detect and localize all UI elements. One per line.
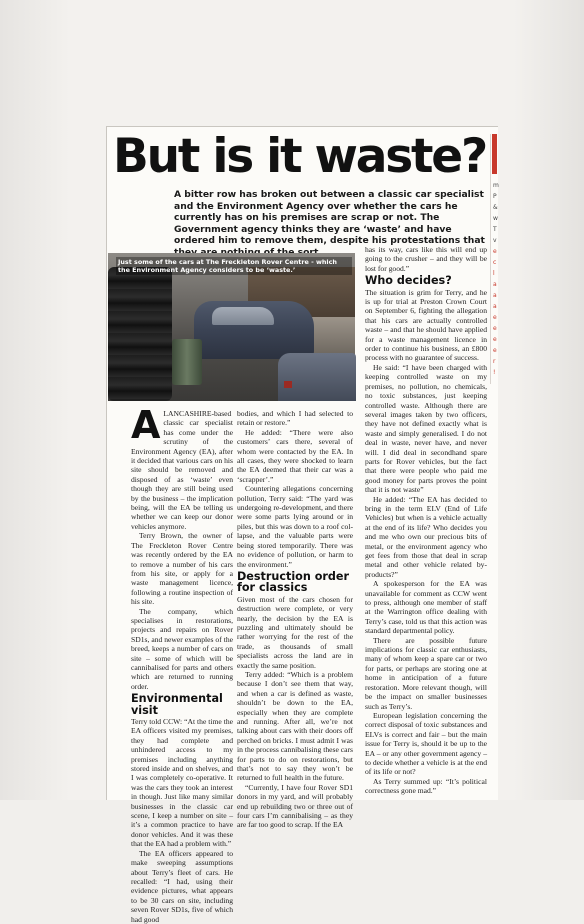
adjacent-page-letter: w: [493, 215, 498, 222]
drop-cap: A: [131, 403, 161, 447]
newspaper-page: [106, 126, 498, 924]
photo-taillight: [284, 381, 292, 388]
adjacent-page-letter: e: [493, 347, 497, 354]
adjacent-page-letter: &: [493, 204, 498, 211]
adjacent-page-letter: e: [493, 314, 497, 321]
adjacent-page-letter: e: [493, 248, 497, 255]
intro-paragraph: [131, 403, 233, 531]
paragraph: He added: “There were also customers’ cars there, several of whom were contacted by the EA. In all cases, they were shocked to learn the EA deemed that their car was a ‘scrapper’.”: [237, 427, 353, 484]
paragraph: He added: “The EA has decided to bring in the term ELV (End of Life Vehicles) but when is a vehicle actually at the end of its life? Who decides you and me who own our precious bits of metal, or the environment agency who get fees from those that deal in scrap metal and other vehicle related by-products?”: [365, 494, 487, 579]
paragraph: The situation is grim for Terry, and he is up for trial at Preston Crown Court on September 6, fighting the allegation that his cars are actually controlled waste – and that he should have applied for a waste management licence in order to continue his business, an £800 process with no guarantee of success.: [365, 287, 487, 363]
photo-caption: Just some of the cars at The Freckleton Rover Centre - which the Environment Agency considers to be ‘waste.’: [116, 257, 352, 275]
column-1: [131, 403, 233, 924]
photo-drum: [172, 339, 202, 385]
subheading-who-decides: Who decides?: [365, 274, 452, 288]
adjacent-page-letter: l: [493, 270, 495, 277]
adjacent-page-letter: a: [493, 292, 497, 299]
adjacent-page-letter: a: [493, 303, 497, 310]
article-photo: [108, 253, 355, 401]
standfirst: A bitter row has broken out between a classic car specialist and the Environment Agency over whether the cars he currently has on his premises are scrap or not. The Government agency thinks they are ‘waste’ and have ordered him to remove them, despite his protestations that: [174, 189, 485, 247]
paragraph: Terry added: “Which is a problem because I don’t see them that way, and when a car is defined as waste, shouldn’t be down to the EA, especially when they are complete and running. After all, we’re not talking about cars with their doors off perched on bricks. I must admit I was in the process cannibalising these cars for parts to do on restorations, but that’s not to say they won’t be returned to full health in the future.: [237, 669, 353, 783]
photo-car-rear: [278, 353, 356, 401]
paragraph: Given most of the cars chosen for destruction were complete, or very nearly, the decision by the EA is puzzling and ultimately should be rather worrying for the rest of the trade, as thousands of small specialists across the land are in exactly the same position.: [237, 594, 353, 670]
paragraph: As Terry summed up: “It’s political correctness gone mad.”: [365, 776, 487, 796]
adjacent-page-letter: e: [493, 336, 497, 343]
adjacent-page-letter: P: [493, 193, 497, 200]
paragraph: has its way, cars like this will end up going to the crusher – and they will be lost for good.”: [365, 245, 487, 273]
photo-car-windscreen: [212, 307, 274, 325]
adjacent-page-letter: e: [493, 325, 497, 332]
photo-tyre-stack: [108, 267, 172, 401]
adjacent-page-red-bar: [492, 134, 497, 174]
paragraph: Countering allegations concerning pollution, Terry said: “The yard was undergoing re-development, and there were some parts lying around or in piles, but this was down to a roof col-lapse, and the valuable parts were being stored temporarily. There was no evidence of pollution, or harm to the environment.”: [237, 484, 353, 569]
subheading-environmental-visit: Environmental visit: [131, 692, 223, 717]
paragraph: A spokesperson for the EA was unavailable for comment as CCW went to press, although one member of staff at the Warrington office dealing with Terry’s case, told us that this action was standard departmental policy.: [365, 579, 487, 636]
adjacent-page-letter: v: [493, 237, 497, 244]
paragraph: bodies, and which I had selected to retain or restore.”: [237, 409, 353, 428]
paragraph: Terry told CCW: “At the time the EA officers visited my premises, they had complete and unhindered access to my premises including anything stored inside and on shelves, and I was completely co-operative. It was the cars they took an interest in though. Just like many similar businesses in the classic car scene, I keep a number on site – it’s a common practice to have donor vehicles. And it was these that the EA had a problem with.”: [131, 717, 233, 849]
paragraph: The EA officers appeared to make sweeping assumptions about Terry’s fleet of cars. He recalled: “I had, using their evidence pictures, what appears to be 30 cars on site, including seven Rover SD1s, five of which had good: [131, 848, 233, 924]
paragraph: “Currently, I have four Rover SD1 donors in my yard, and will probably end up rebuilding two or three out of four cars I’m cannibalising – as they are far too good to scrap. If the EA: [237, 782, 353, 830]
adjacent-page-letter: !: [493, 369, 496, 376]
intro-text: LANCASHIRE-based classic car specialist has come under the scrutiny of the Environment Agency (EA), after it decided that various cars on his site should be removed and disposed of as ‘waste’ even though they are still being used by the business – the implication being, will the EA be telling us whether we can keep our donor vehicles anymore.: [131, 409, 233, 531]
paragraph: The company, which specialises in restorations, projects and repairs on Rover SD1s, and newer examples of the breed, keeps a number of cars on site – some of which will be cannibalised for parts and others which are returned to running order.: [131, 606, 233, 691]
adjacent-page-letter: m: [493, 182, 499, 189]
headline: But is it waste?: [113, 129, 487, 184]
adjacent-page-strip: [490, 134, 500, 384]
paragraph: There are possible future implications for classic car enthusiasts, many of whom keep a spare car or two for parts, or perhaps are storing one at home in anticipation of a future restoration. More relevant though, will be the impact on smaller businesses such as Terry’s.: [365, 635, 487, 711]
photo-car: [194, 301, 314, 359]
adjacent-page-letter: T: [493, 226, 497, 233]
paragraph: European legislation concerning the correct disposal of toxic substances and ELVs is correct and fair – but the main issue for Terry is, should it be up to the EA – or any other government agency – to decide whether a vehicle is at the end of its life or not?: [365, 710, 487, 777]
adjacent-page-letter: r: [493, 358, 496, 365]
column-2: [237, 409, 353, 830]
subheading-destruction-order: Destruction order for classics: [237, 569, 350, 595]
adjacent-page-letter: c: [493, 259, 497, 266]
column-3: [365, 245, 487, 796]
adjacent-page-letter: a: [493, 281, 497, 288]
paragraph: Terry Brown, the owner of The Freckleton Rover Centre was recently ordered by the EA to remove a number of his cars from his site, or apply for a waste management licence, following a routine inspection of his site.: [131, 531, 233, 607]
paragraph: He said: “I have been charged with keeping controlled waste on my premises, no pollution, no chemicals, no toxic substances, just keeping controlled waste. Although there are several images taken by two officers, they have not defined exactly what is waste and simply generalised. I do not deal in waste, never have, and never will. I did deal in secondhand spare parts for Rover vehicles, but the fact that there were people who paid me good money for parts proves the point that it is not waste”: [365, 362, 487, 495]
